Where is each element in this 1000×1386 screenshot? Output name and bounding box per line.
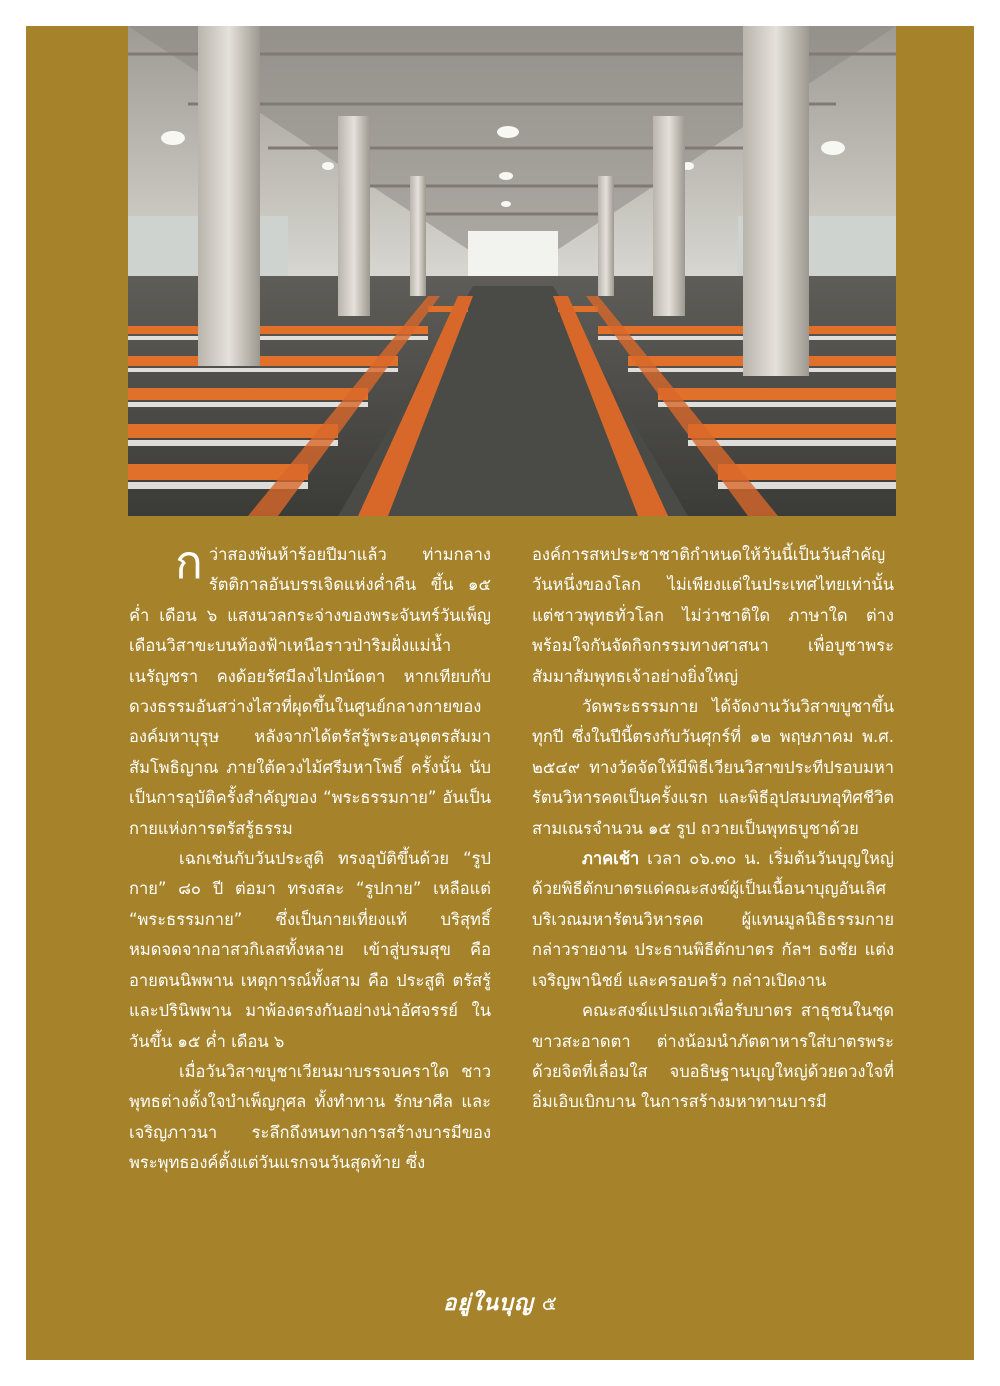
paragraph: คณะสงฆ์แปรแถวเพื่อรับบาตร สาธุชนในชุดขาวสะอาดตา ต่างน้อมนำภัตตาหารใส่บาตรพระด้วยจิตที่เลื่อมใส จบอธิษฐานบุญใหญ่ด้วยดวงใจที่อิ่มเอิบเบิกบาน ในการสร้างมหาทานบารมี [532,1001,894,1112]
drop-cap: ก [175,535,203,589]
page-footer [26,1288,974,1318]
paragraph: องค์การสหประชาชาติกำหนดให้วันนี้เป็นวันสำคัญวันหนึ่งของโลก ไม่เพียงแต่ในประเทศไทยเท่านั้น แต่ชาวพุทธทั่วโลก ไม่ว่าชาติใด ภาษาใด ต่างพร้อมใจกันจัดกิจกรรมทางศาสนา เพื่อบูชาพระสัมมาสัมพุทธเจ้าอย่างยิ่งใหญ่ [532,545,894,686]
page-number: ๕ [541,1291,557,1315]
article-column-left [129,535,491,1179]
paragraph-text: ว่าสองพันห้าร้อยปีมาแล้ว ท่ามกลางรัตติกาลอันบรรเจิดแห่งค่ำคืน ขึ้น ๑๕ ค่ำ เดือน ๖ แสงนวลกระจ่างของพระจันทร์วันเพ็ญเดือนวิสาขะบนท้องฟ้าเหนือราวป่าริมฝั่งแม่น้ำเนรัญชรา คงด้อยรัศมีลงไปถนัดตา หากเทียบกับดวงธรรมอันสว่างไสวที่ผุดขึ้นในศูนย์กลางกายขององค์มหาบุรุษ หลังจากได้ตรัสรู้พระอนุตตรสัมมาสัมโพธิญาณ ภายใต้ควงไม้ศรีมหาโพธิ์ ครั้งนั้น นับเป็นการอุบัติครั้งสำคัญของ “พระธรรมกาย” อันเป็นกายแห่งการตรัสรู้ธรรม [129,545,491,838]
paragraph: เมื่อวันวิสาขบูชาเวียนมาบรรจบคราใด ชาวพุทธต่างตั้งใจบำเพ็ญกุศล ทั้งทำทาน รักษาศีล และเจริญภาวนา ระลึกถึงหนทางการสร้างบารมีของพระพุทธองค์ตั้งแต่วันแรกจนวันสุดท้าย ซึ่ง [129,1061,491,1173]
paragraph-text: เวลา ๐๖.๓๐ น. เริ่มต้นวันบุญใหญ่ด้วยพิธีตักบาตรแด่คณะสงฆ์ผู้เป็นเนื้อนาบุญอันเลิศบริเวณมหารัตนวิหารคด ผู้แทนมูลนิธิธรรมกาย กล่าวรายงาน ประธานพิธีตักบาตร กัลฯ ธงชัย แต่งเจริญพานิชย์ และครอบครัว กล่าวเปิดงาน [532,849,894,990]
section-lead: ภาคเช้า [582,849,640,869]
monks-hall-photo [128,26,896,516]
paragraph [129,535,491,844]
magazine-page [26,26,974,1360]
paragraph: วัดพระธรรมกาย ได้จัดงานวันวิสาขบูชาขึ้นทุกปี ซึ่งในปีนี้ตรงกับวันศุกร์ที่ ๑๒ พฤษภาคม พ.ศ. ๒๕๔๙ ทางวัดจัดให้มีพิธีเวียนวิสาขประทีปรอบมหารัตนวิหารคดเป็นครั้งแรก และพิธีอุปสมบทอุทิศชีวิตสามเณรจำนวน ๑๕ รูป ถวายเป็นพุทธบูชาด้วย [532,697,894,838]
photo-illustration [128,26,896,516]
magazine-logo: อยู่ในบุญ [443,1290,534,1316]
paragraph: เฉกเช่นกับวันประสูติ ทรงอุบัติขึ้นด้วย “รูปกาย” ๘๐ ปี ต่อมา ทรงสละ “รูปกาย” เหลือแต่ “พระธรรมกาย” ซึ่งเป็นกายเที่ยงแท้ บริสุทธิ์ หมดจดจากอาสวกิเลสทั้งหลาย เข้าสู่บรมสุข คือ อายตนนิพพาน เหตุการณ์ทั้งสาม คือ ประสูติ ตรัสรู้ และปรินิพพาน มาพ้องตรงกันอย่างน่าอัศจรรย์ ในวันขึ้น ๑๕ ค่ำ เดือน ๖ [129,849,491,1051]
article-column-right [532,540,894,1118]
paragraph [532,844,894,996]
